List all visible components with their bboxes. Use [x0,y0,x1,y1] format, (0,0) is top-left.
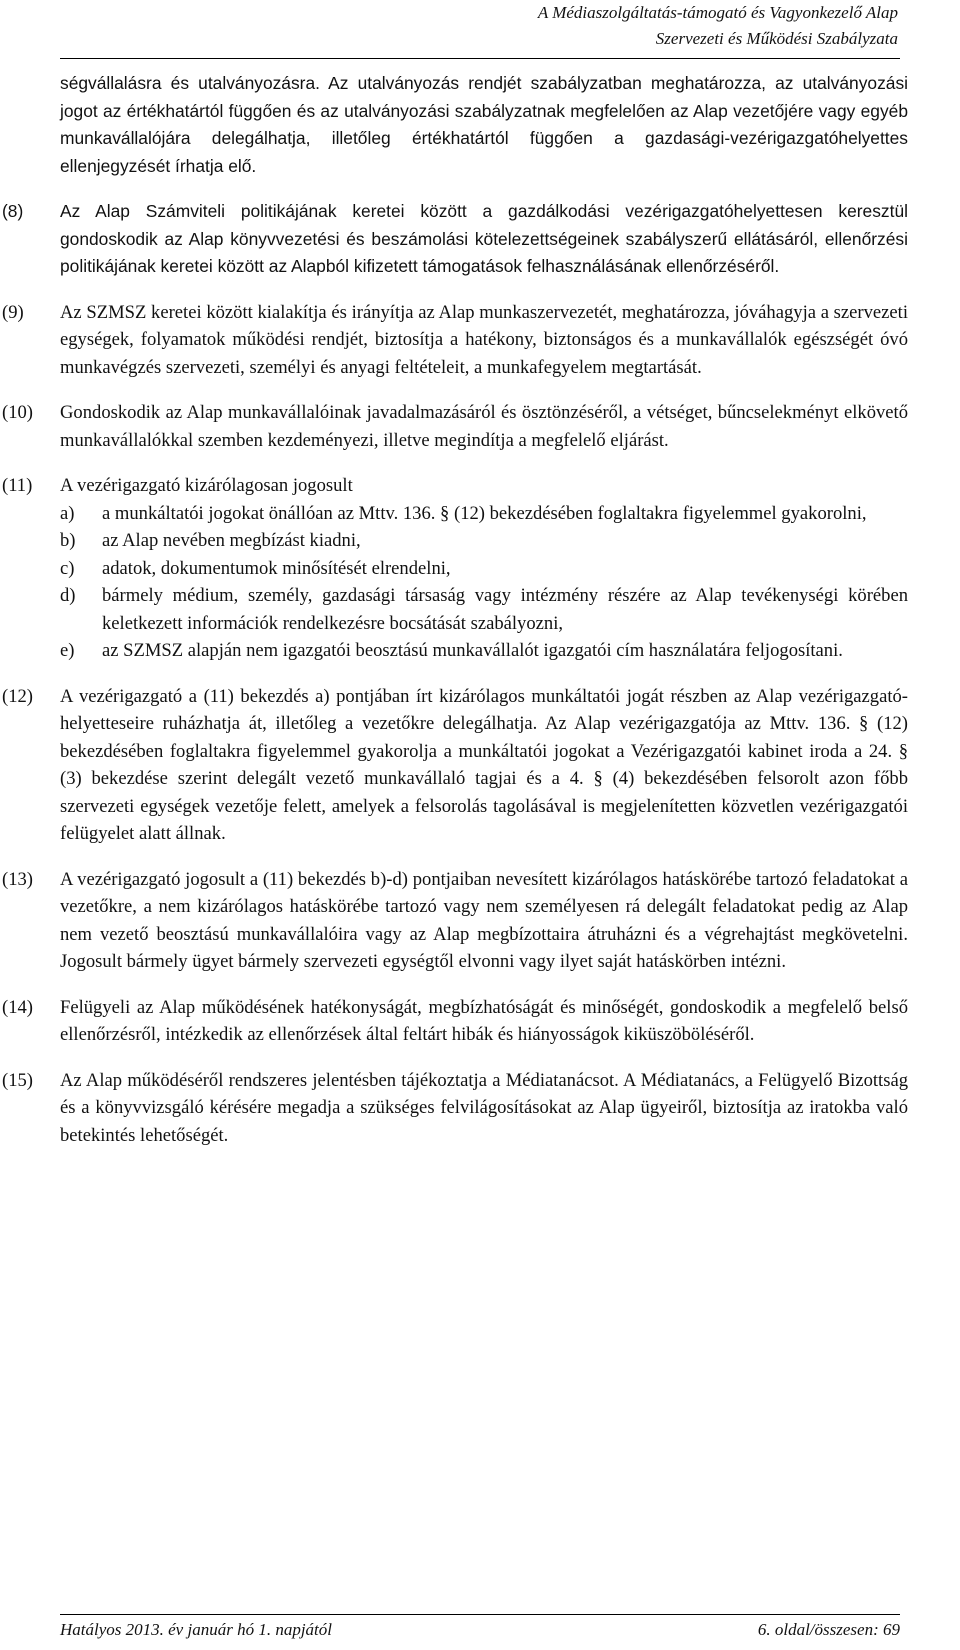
sub-item-text: bármely médium, személy, gazdasági társaság vagy intézmény részére az Alap tevékenységi körében keletkezett információk rendelkezésre bocsátását szabályozni, [102,585,908,634]
sub-item-letter: b) [60,530,76,551]
paragraph-text: A vezérigazgató kizárólagosan jogosult [60,475,353,496]
paragraph-number: (14) [2,996,33,1018]
paragraph-number: (8) [2,201,24,221]
sub-item-e [60,637,908,665]
paragraph-number: (9) [2,301,24,323]
paragraph-8 [2,198,908,281]
effective-date: Hatályos 2013. év január hó 1. napjától [60,1620,332,1639]
sub-item-d [60,582,908,637]
paragraph-number: (15) [2,1069,33,1091]
sub-item-letter: a) [60,502,75,524]
paragraph-12 [2,683,908,848]
sub-item-text: az Alap nevében megbízást kiadni, [102,530,361,551]
paragraph-text: Az Alap működéséről rendszeres jelentésben tájékoztatja a Médiatanácsot. A Médiatanács, a Felügyelő Bizottság és a könyvvizsgáló kérésére megadja a szükséges felvilágosításokat az Alap ügyeiről, biztosítja az iratokba való betekintés lehetőségét. [60,1069,908,1146]
paragraph-9 [2,299,908,382]
sub-item-c [60,555,908,583]
paragraph-number: (13) [2,868,33,890]
sub-item-letter: c) [60,557,75,579]
document-body [2,70,908,1167]
paragraph-number: (10) [2,402,33,423]
paragraph-10 [2,399,908,454]
sub-item-text: adatok, dokumentumok minősítését elrendelni, [102,557,451,579]
paragraph-14 [2,994,908,1049]
paragraph-text: Felügyeli az Alap működésének hatékonyságát, megbízhatóságát és minőségét, gondoskodik a megfelelő belső ellenőrzésről, intézkedik az ellenőrzések által feltárt hibák és hiányosságok kiküszöböléséről. [60,996,908,1045]
header-title-line2: Szervezeti és Működési Szabályzata [655,29,898,48]
paragraph-text: A vezérigazgató jogosult a (11) bekezdés b)-d) pontjaiban nevesített kizárólagos hatáskörébe tartozó feladatokat a vezetőkre, a nem kizárólagos hatáskörébe tartozó vagy nem személyesen rá delegált feladatokat pedig az Alap nem vezető beosztású munkavállalóira vagy az Alap megbízottaira átruházni és a végrehajtást megkövetelni. Jogosult bármely ügyet bármely szervezeti egységtől elvonni vagy ilyet saját hatáskörben intézni. [60,868,908,972]
header-divider [60,58,900,59]
paragraph-13 [2,866,908,976]
paragraph-text: Az Alap Számviteli politikájának keretei között a gazdálkodási vezérigazgatóhelyettesen keresztül gondoskodik az Alap könyvvezetési és beszámolási kötelezettségeinek szabályszerű ellátásáról, ellenőrzési politikájának keretei között az Alapból kifizetett támogatások felhasználásának ellenőrzéséről. [60,201,908,276]
sub-item-b [60,527,908,555]
sub-item-list [60,500,908,665]
sub-item-a [60,500,908,528]
sub-item-text: az SZMSZ alapján nem igazgatói beosztású munkavállalót igazgatói cím használatára feljogosítani. [102,640,843,661]
sub-item-text: a munkáltatói jogokat önállóan az Mttv. 136. § (12) bekezdésében foglaltakra figyelemmel gyakorolni, [102,502,867,524]
intro-paragraph: ségvállalásra és utalványozásra. Az utalványozás rendjét szabályzatban meghatározza, az utalványozási jogot az értékhatártól függően és az utalványozási szabályzatnak megfelelően az Alap vezetőjére vagy egyéb munkavállalójára delegálhatja, illetőleg értékhatártól függően a gazdasági-vezérigazgatóhelyettes ellenjegyzését írhatja elő. [60,73,908,176]
paragraph-number: (11) [2,475,33,496]
paragraph-text: A vezérigazgató a (11) bekezdés a) pontjában írt kizárólagos munkáltatói jogát részben az Alap vezérigazgató-helyetteseire ruházhatja át, illetőleg a vezetőkre delegálhatja. Az Alap vezérigazgatója az Mttv. 136. § (12) bekezdésében foglaltakra figyelemmel gyakorolja a munkáltatói jogokat a Vezérigazgatói kabinet iroda a 24. § (3) bekezdése szerint delegált vezető munkavállaló tagjai és a 4. § (4) bekezdésében felsorolt azon főbb szervezeti egységek vezetője felett, amelyek a felsorolás tagolásával is megjelenítetten közvetlen vezérigazgatói felügyelet alatt állnak. [60,685,908,844]
sub-item-letter: e) [60,640,75,661]
sub-item-letter: d) [60,585,76,606]
paragraph-11 [2,472,908,665]
footer-divider [60,1614,900,1615]
paragraph-text: Az SZMSZ keretei között kialakítja és irányítja az Alap munkaszervezetét, meghatározza, jóváhagyja a szervezeti egységek, folyamatok működési rendjét, biztosítja a hatékony, biztonságos és a munkavállalók egészségét óvó munkavégzés szervezeti, személyi és anyagi feltételeit, a munkafegyelem megtartását. [60,301,908,378]
paragraph-number: (12) [2,685,33,707]
paragraph-text: Gondoskodik az Alap munkavállalóinak javadalmazásáról és ösztönzéséről, a vétséget, bűncselekményt elkövető munkavállalókkal szemben kezdeményezi, illetve megindítja a megfelelő eljárást. [60,402,908,451]
header-title-line1: A Médiaszolgáltatás-támogató és Vagyonkezelő Alap [537,3,898,22]
page-number: 6. oldal/összesen: 69 [757,1620,900,1639]
page-header [198,0,898,52]
paragraph-15 [2,1067,908,1150]
